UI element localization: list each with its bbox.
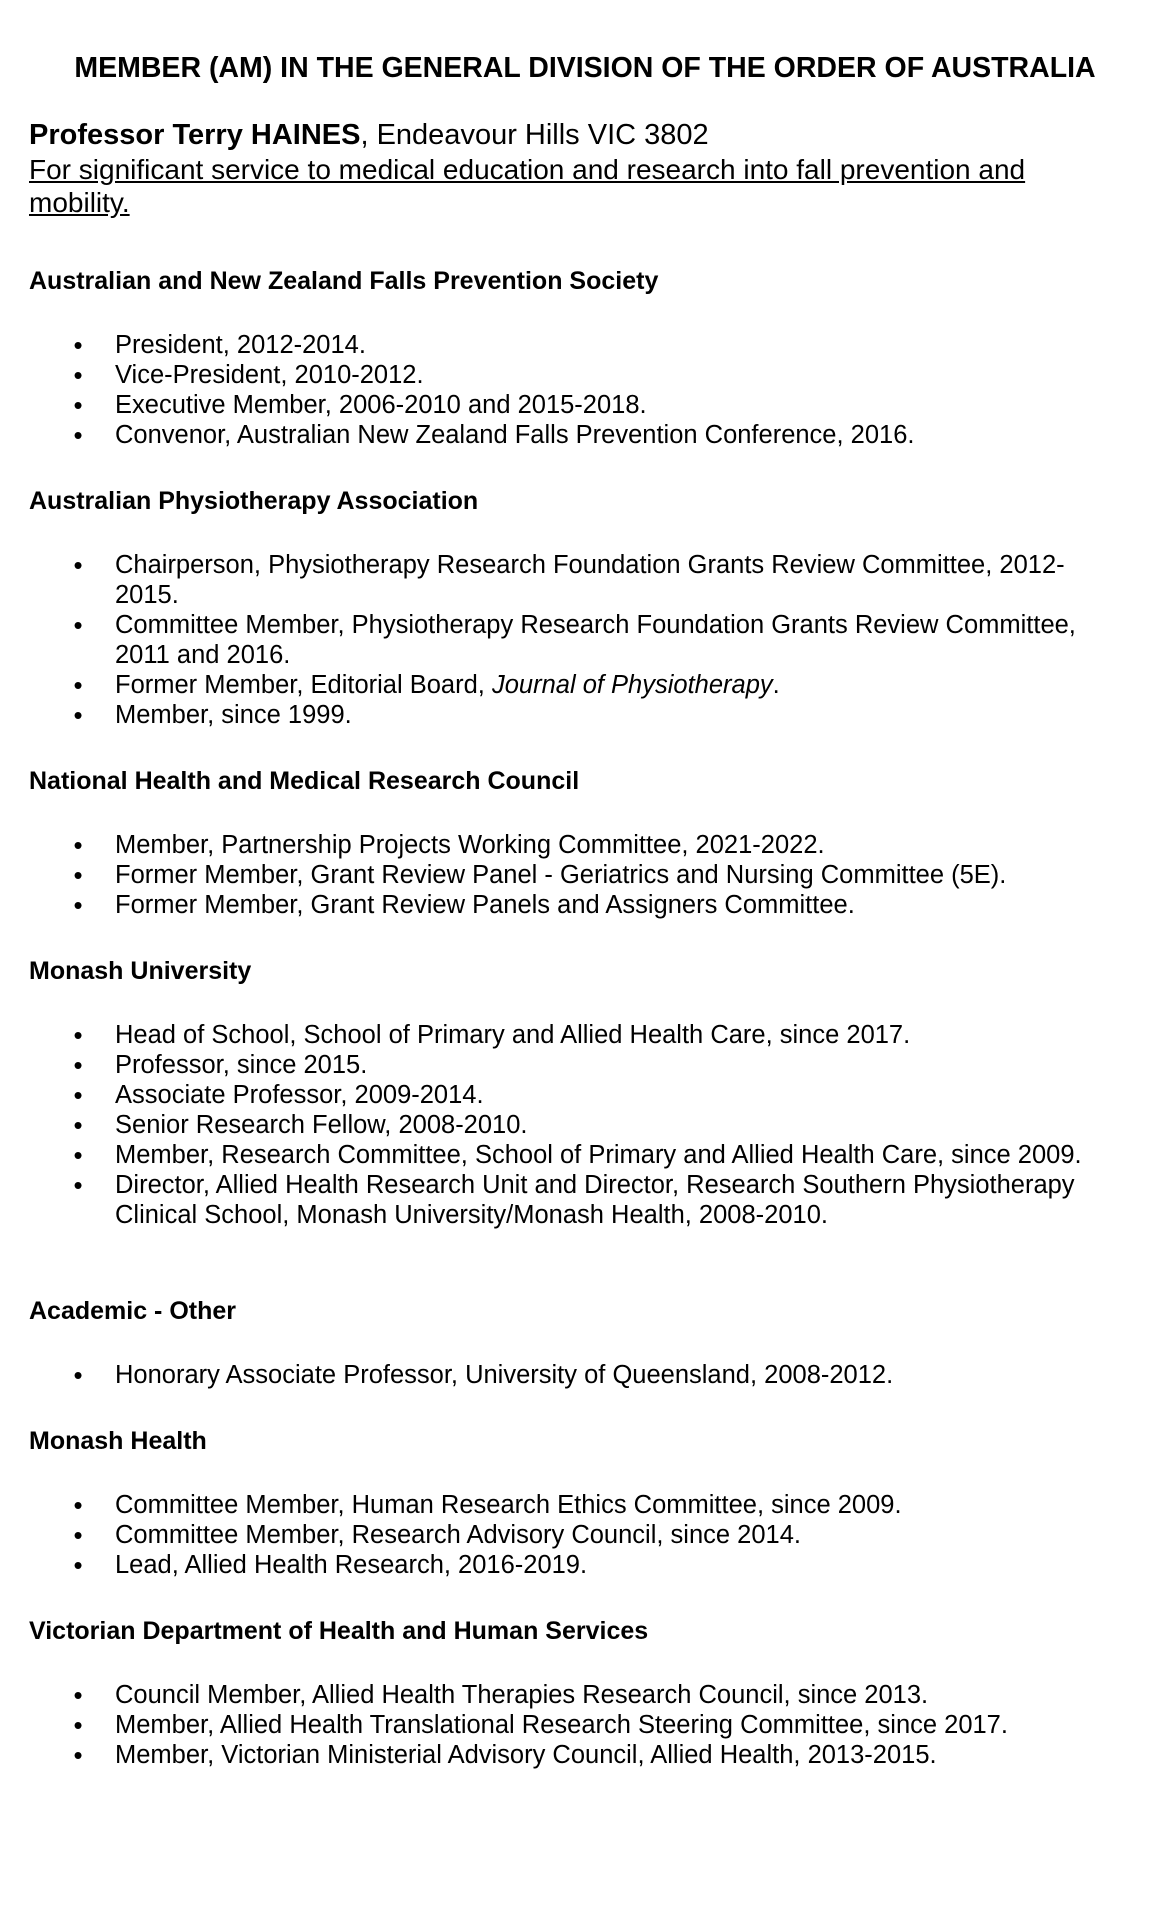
bullet-icon: • [73,1110,83,1140]
recipient-line [29,117,1139,153]
list-item: • Member, Research Committee, School of Primary and Allied Health Care, since 2009. [0,1140,1170,1170]
list-item: • Committee Member, Physiotherapy Research Foundation Grants Review Committee, 2011 and 2016. [0,610,1170,670]
list-item: • Vice-President, 2010-2012. [0,360,1170,390]
section-list-falls-prevention-society [0,330,1170,450]
list-item: • Senior Research Fellow, 2008-2010. [0,1110,1170,1140]
award-title: MEMBER (AM) IN THE GENERAL DIVISION OF THE ORDER OF AUSTRALIA [74,52,1096,84]
bullet-icon: • [73,1170,83,1200]
bullet-icon: • [73,1050,83,1080]
bullet-icon: • [73,1020,83,1050]
bullet-icon: • [73,1140,83,1170]
list-item: • Honorary Associate Professor, University of Queensland, 2008-2012. [0,1360,1170,1390]
section-heading-nhmrc: National Health and Medical Research Council [29,767,580,795]
bullet-icon: • [73,330,83,360]
section-heading-physiotherapy-association: Australian Physiotherapy Association [29,487,479,515]
bullet-icon: • [73,1080,83,1110]
bullet-icon: • [73,1710,83,1740]
list-item: • Executive Member, 2006-2010 and 2015-2018. [0,390,1170,420]
bullet-icon: • [73,610,83,640]
list-item: • Committee Member, Human Research Ethics Committee, since 2009. [0,1490,1170,1520]
list-item: • Committee Member, Research Advisory Council, since 2014. [0,1520,1170,1550]
section-heading-academic-other: Academic - Other [29,1297,237,1325]
list-item: • Chairperson, Physiotherapy Research Foundation Grants Review Committee, 2012-2015. [0,550,1170,610]
list-item: • Convenor, Australian New Zealand Falls Prevention Conference, 2016. [0,420,1170,450]
citation-line-1: For significant service to medical education and research into fall prevention and [29,154,1026,185]
list-item: • Associate Professor, 2009-2014. [0,1080,1170,1110]
recipient-location: , Endeavour Hills VIC 3802 [360,119,709,151]
bullet-icon: • [73,700,83,730]
section-heading-monash-university: Monash University [29,957,252,985]
list-item: • Former Member, Grant Review Panel - Geriatrics and Nursing Committee (5E). [0,860,1170,890]
list-item: • Member, Partnership Projects Working Committee, 2021-2022. [0,830,1170,860]
bullet-icon: • [73,890,83,920]
bullet-icon: • [73,1740,83,1770]
list-item: • Member, since 1999. [0,700,1170,730]
journal-title: Journal of Physiotherapy [491,671,773,699]
bullet-icon: • [73,420,83,450]
bullet-icon: • [73,830,83,860]
section-list-academic-other [0,1360,1170,1390]
list-item: • Member, Allied Health Translational Research Steering Committee, since 2017. [0,1710,1170,1740]
list-item: • Director, Allied Health Research Unit and Director, Research Southern Physiotherapy Clinical School, Monash University/Monash Health, 2008-2010. [0,1170,1170,1230]
section-heading-victorian-dhhs: Victorian Department of Health and Human Services [29,1617,649,1645]
bullet-icon: • [73,1550,83,1580]
recipient-name: Professor Terry HAINES [29,119,361,151]
list-item: • President, 2012-2014. [0,330,1170,360]
section-list-physiotherapy-association [0,550,1170,730]
section-list-monash-health [0,1490,1170,1580]
section-heading-monash-health: Monash Health [29,1427,207,1455]
section-list-nhmrc [0,830,1170,920]
bullet-icon: • [73,860,83,890]
bullet-icon: • [73,1520,83,1550]
section-list-monash-university [0,1020,1170,1230]
list-item: • Council Member, Allied Health Therapies Research Council, since 2013. [0,1680,1170,1710]
list-item: • Former Member, Editorial Board, Journal of Physiotherapy. [0,670,1170,700]
list-item: • Lead, Allied Health Research, 2016-2019. [0,1550,1170,1580]
bullet-icon: • [73,550,83,580]
bullet-icon: • [73,390,83,420]
bullet-icon: • [73,1680,83,1710]
list-item: • Member, Victorian Ministerial Advisory Council, Allied Health, 2013-2015. [0,1740,1170,1770]
bullet-icon: • [73,1360,83,1390]
bullet-icon: • [73,360,83,390]
section-list-victorian-dhhs [0,1680,1170,1770]
bullet-icon: • [73,670,83,700]
recipient-block [29,117,1139,219]
section-heading-falls-prevention-society: Australian and New Zealand Falls Prevention Society [29,267,659,295]
citation-line-2: mobility. [29,187,130,218]
list-item: • Former Member, Grant Review Panels and Assigners Committee. [0,890,1170,920]
bullet-icon: • [73,1490,83,1520]
list-item: • Head of School, School of Primary and Allied Health Care, since 2017. [0,1020,1170,1050]
list-item: • Professor, since 2015. [0,1050,1170,1080]
